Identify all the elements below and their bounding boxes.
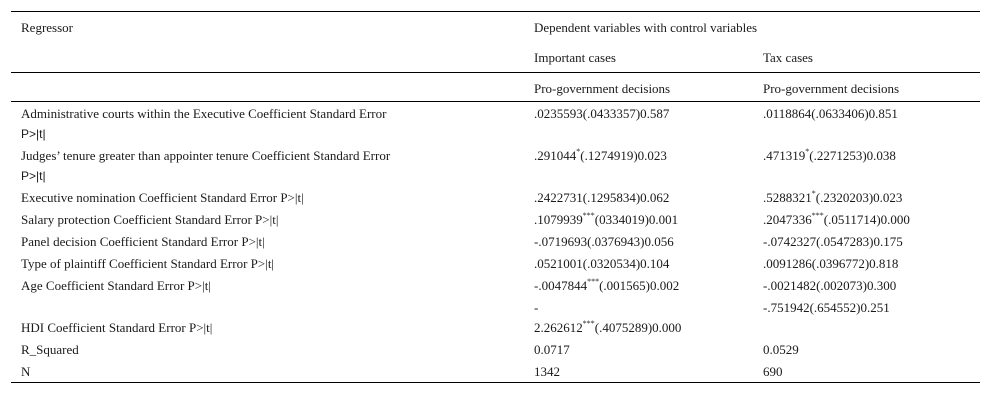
regressor-label: Executive nomination Coefficient Standard Error P>|t| — [21, 190, 304, 205]
important-cases-header: Important cases — [524, 40, 753, 73]
dependent-variables-header: Dependent variables with control variables — [524, 12, 980, 41]
tax-cases-value: .5288321*(.2320203)0.023 — [763, 189, 903, 205]
tax-cases-value: -.751942(.654552)0.251 — [763, 300, 890, 315]
tax-cases-value: .2047336***(.0511714)0.000 — [763, 211, 910, 227]
table-row — [11, 252, 980, 274]
table-row — [11, 186, 980, 208]
regression-table — [11, 11, 980, 383]
table-row — [11, 296, 980, 338]
tax-cases-value: .0118864(.0633406)0.851 — [763, 106, 898, 121]
tax-cases-value: -.0742327(.0547283)0.175 — [763, 234, 903, 249]
important-cases-value: .1079939***(0334019)0.001 — [534, 211, 679, 227]
regressor-label: Type of plaintiff Coefficient Standard Error P>|t| — [21, 256, 275, 271]
table-row — [11, 338, 980, 360]
blank-header-cell — [11, 40, 524, 73]
important-cases-value: .2422731(.1295834)0.062 — [534, 190, 670, 205]
regressor-label: N — [11, 360, 524, 383]
important-cases-value: -.0719693(.0376943)0.056 — [534, 234, 674, 249]
pro-government-header-2: Pro-government decisions — [753, 73, 980, 102]
tax-cases-header: Tax cases — [753, 40, 980, 73]
important-cases-value: 1342 — [524, 360, 753, 383]
table-row — [11, 230, 980, 252]
regressor-label: R_Squared — [21, 342, 79, 357]
tax-cases-value: 690 — [753, 360, 980, 383]
regressor-label: HDI Coefficient Standard Error P>|t| — [21, 320, 213, 335]
table-row — [11, 102, 980, 145]
tax-cases-value: .0091286(.0396772)0.818 — [763, 256, 899, 271]
table-row — [11, 360, 980, 383]
regressor-header: Regressor — [11, 12, 524, 41]
header-row-1 — [11, 12, 980, 41]
regressor-label: Panel decision Coefficient Standard Error P>|t| — [21, 234, 265, 249]
pro-government-header-1: Pro-government decisions — [524, 73, 753, 102]
important-cases-value: - 2.262612***(.4075289)0.000 — [534, 300, 682, 335]
important-cases-value: -.0047844***(.001565)0.002 — [534, 277, 680, 293]
important-cases-value: .0521001(.0320534)0.104 — [534, 256, 670, 271]
table-row — [11, 274, 980, 296]
table-row — [11, 208, 980, 230]
important-cases-value: 0.0717 — [534, 342, 570, 357]
header-row-2 — [11, 40, 980, 73]
header-row-3 — [11, 73, 980, 102]
regressor-label: Age Coefficient Standard Error P>|t| — [21, 278, 211, 293]
important-cases-value: .0235593(.0433357)0.587 — [534, 106, 670, 121]
tax-cases-value: .471319*(.2271253)0.038 — [763, 147, 896, 163]
regressor-label: Salary protection Coefficient Standard Error P>|t| — [21, 212, 279, 227]
table-row — [11, 144, 980, 186]
regressor-label: Administrative courts within the Executive Coefficient Standard Error P>|t| — [21, 106, 387, 141]
regressor-label: Judges’ tenure greater than appointer tenure Coefficient Standard Error P>|t| — [21, 148, 391, 183]
blank-header-cell — [11, 73, 524, 102]
tax-cases-value: 0.0529 — [763, 342, 799, 357]
tax-cases-value: -.0021482(.002073)0.300 — [763, 278, 897, 293]
important-cases-value: .291044*(.1274919)0.023 — [534, 147, 667, 163]
